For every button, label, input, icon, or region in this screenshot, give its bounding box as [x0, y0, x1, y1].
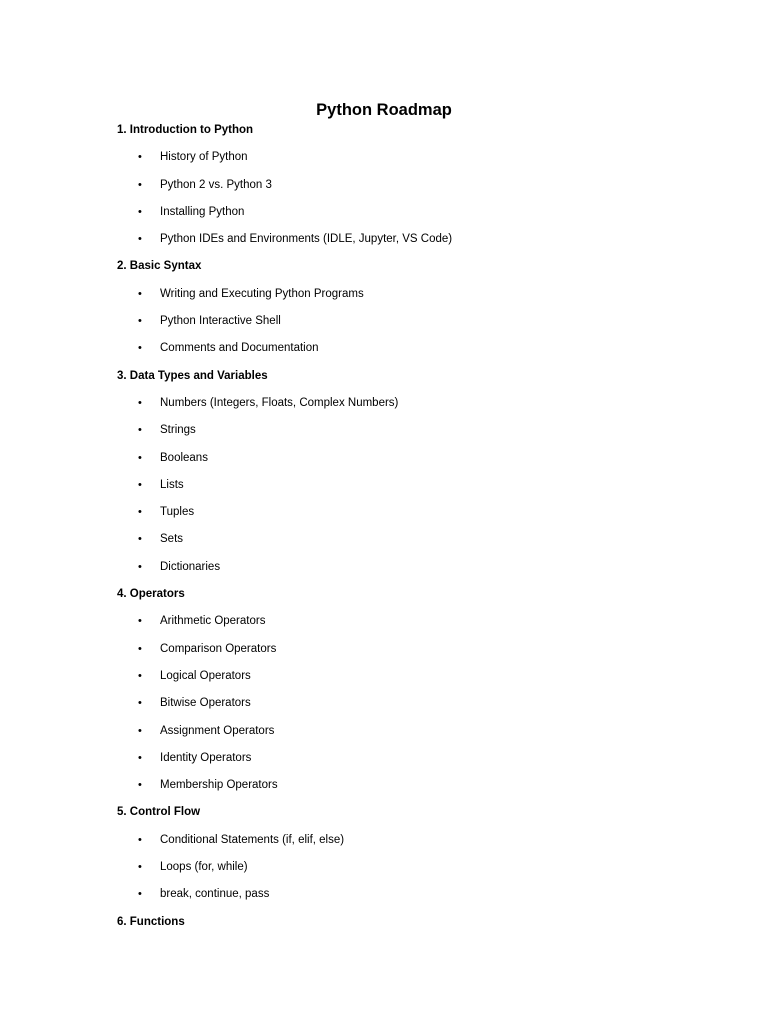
list-item	[117, 176, 737, 203]
list-item	[117, 449, 737, 476]
list-item	[117, 148, 737, 175]
bullet-icon: •	[138, 151, 142, 164]
section-control-flow	[117, 803, 737, 912]
list-item-text: Python 2 vs. Python 3	[160, 178, 272, 191]
list-item	[117, 230, 737, 257]
list-item-text: Conditional Statements (if, elif, else)	[160, 833, 345, 846]
bullet-list	[117, 831, 737, 913]
list-item-text: Booleans	[160, 451, 208, 464]
page-title: Python Roadmap	[316, 101, 452, 120]
list-item-text: Loops (for, while)	[160, 861, 248, 874]
bullet-icon: •	[138, 615, 142, 628]
list-item-text: Python Interactive Shell	[160, 315, 281, 328]
bullet-icon: •	[138, 533, 142, 546]
bullet-icon: •	[138, 506, 142, 519]
section-data-types	[117, 367, 737, 585]
section-functions	[117, 913, 737, 940]
list-item	[117, 339, 737, 366]
list-item	[117, 394, 737, 421]
list-item	[117, 885, 737, 912]
list-item-text: Installing Python	[160, 205, 245, 218]
bullet-icon: •	[138, 833, 142, 846]
list-item-text: Strings	[160, 424, 196, 437]
list-item	[117, 558, 737, 585]
roadmap-document	[117, 121, 737, 940]
list-item-text: Logical Operators	[160, 669, 251, 682]
list-item	[117, 503, 737, 530]
bullet-icon: •	[138, 751, 142, 764]
list-item	[117, 667, 737, 694]
bullet-icon: •	[138, 779, 142, 792]
list-item-text: Comparison Operators	[160, 642, 277, 655]
list-item-text: Tuples	[160, 506, 195, 519]
section-heading: 1. Introduction to Python	[117, 124, 254, 136]
bullet-icon: •	[138, 178, 142, 191]
bullet-icon: •	[138, 424, 142, 437]
list-item-text: Comments and Documentation	[160, 342, 319, 355]
list-item-text: Membership Operators	[160, 779, 278, 792]
bullet-icon: •	[138, 669, 142, 682]
section-operators	[117, 585, 737, 803]
list-item	[117, 749, 737, 776]
bullet-list	[117, 148, 737, 257]
list-item	[117, 421, 737, 448]
bullet-icon: •	[138, 342, 142, 355]
bullet-list	[117, 394, 737, 585]
bullet-icon: •	[138, 205, 142, 218]
list-item-text: Dictionaries	[160, 560, 221, 573]
section-heading: 3. Data Types and Variables	[117, 369, 268, 382]
list-item-text: History of Python	[160, 151, 248, 164]
bullet-icon: •	[138, 315, 142, 328]
list-item	[117, 476, 737, 503]
list-item	[117, 530, 737, 557]
list-item	[117, 831, 737, 858]
section-heading: 2. Basic Syntax	[117, 260, 202, 273]
list-item-text: Python IDEs and Environments (IDLE, Jupyter, VS Code)	[160, 233, 453, 246]
list-item	[117, 640, 737, 667]
bullet-icon: •	[138, 642, 142, 655]
bullet-icon: •	[138, 697, 142, 710]
section-heading: 6. Functions	[117, 915, 185, 928]
list-item-text: Identity Operators	[160, 751, 252, 764]
bullet-icon: •	[138, 560, 142, 573]
list-item-text: Lists	[160, 478, 184, 491]
list-item	[117, 285, 737, 312]
list-item-text: Assignment Operators	[160, 724, 275, 737]
list-item-text: break, continue, pass	[160, 888, 270, 901]
bullet-icon: •	[138, 861, 142, 874]
list-item	[117, 776, 737, 803]
list-item-text: Writing and Executing Python Programs	[160, 287, 364, 300]
bullet-icon: •	[138, 724, 142, 737]
section-introduction	[117, 121, 737, 257]
list-item	[117, 312, 737, 339]
bullet-list	[117, 285, 737, 367]
list-item-text: Sets	[160, 533, 184, 546]
list-item	[117, 722, 737, 749]
list-item	[117, 858, 737, 885]
section-heading: 4. Operators	[117, 588, 185, 601]
list-item-text: Arithmetic Operators	[160, 615, 266, 628]
list-item	[117, 694, 737, 721]
bullet-icon: •	[138, 287, 142, 300]
bullet-icon: •	[138, 396, 142, 409]
section-basic-syntax	[117, 257, 737, 366]
bullet-icon: •	[138, 478, 142, 491]
section-heading: 5. Control Flow	[117, 806, 201, 819]
list-item-text: Bitwise Operators	[160, 697, 251, 710]
bullet-list	[117, 612, 737, 803]
list-item-text: Numbers (Integers, Floats, Complex Numbers)	[160, 396, 399, 409]
list-item	[117, 203, 737, 230]
bullet-icon: •	[138, 888, 142, 901]
list-item	[117, 612, 737, 639]
bullet-icon: •	[138, 233, 142, 246]
bullet-icon: •	[138, 451, 142, 464]
